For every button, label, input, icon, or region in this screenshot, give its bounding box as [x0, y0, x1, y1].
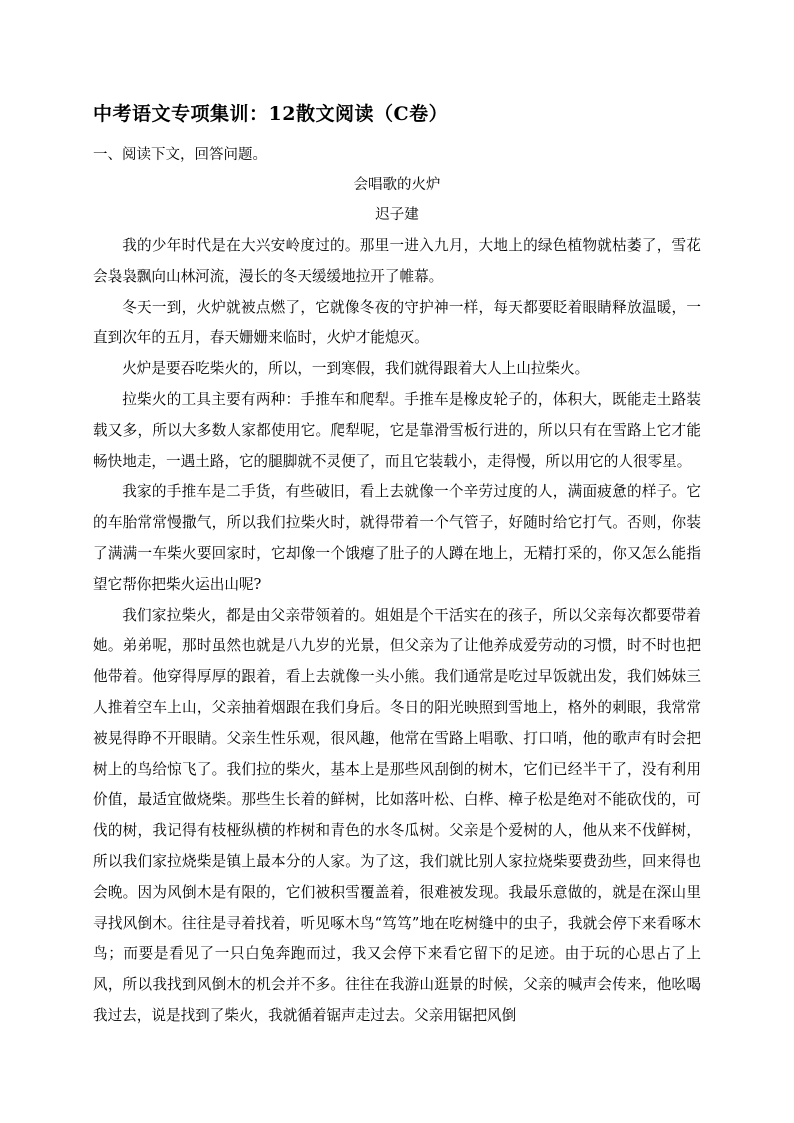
essay-paragraph: 我的少年时代是在大兴安岭度过的。那里一进入九月，大地上的绿色植物就枯萎了，雪花会袅袅飘向山林河流，漫长的冬天缓缓地拉开了帷幕。 [93, 237, 701, 285]
section-heading: 一、阅读下文，回答问题。 [93, 147, 267, 163]
essay-author: 迟子建 [375, 207, 419, 223]
essay-paragraph: 火炉是要吞吃柴火的，所以，一到寒假，我们就得跟着大人上山拉柴火。 [122, 360, 590, 378]
essay-paragraph: 冬天一到，火炉就被点燃了，它就像冬夜的守护神一样，每天都要眨着眼睛释放温暖，一直到次年的五月，春天姗姗来临时，火炉才能熄灭。 [93, 298, 701, 347]
essay-title: 会唱歌的火炉 [353, 177, 441, 193]
essay-paragraph: 我们家拉柴火，都是由父亲带领着的。姐姐是个干活实在的孩子，所以父亲每次都要带着她。弟弟呢，那时虽然也就是八九岁的光景，但父亲为了让他养成爱劳动的习惯，时不时也把他带着。他穿得厚厚的跟着，看上去就像一头小熊。我们通常是吃过早饭就出发，我们姊妹三人推着空车上山，父亲抽着烟跟在我们身后。冬日的阳光映照到雪地上，格外的刺眼，我常常被晃得睁不开眼睛。父亲生性乐观，很风趣，他常在雪路上唱歌、打口哨，他的歌声有时会把树上的鸟给惊飞了。我们拉的柴火，基本上是那些风刮倒的树木，它们已经半干了，没有利用价值，最适宜做烧柴。那些生长着的鲜树，比如落叶松、白桦、樟子松是绝对不能砍伐的，可伐的树，我记得有枝桠纵横的柞树和青色的水冬瓜树。父亲是个爱树的人，他从来不伐鲜树，所以我们家拉烧柴是镇上最本分的人家。为了这，我们就比别人家拉烧柴要费劲些，回来得也会晚。因为风倒木是有限的，它们被积雪覆盖着，很难被发现。我最乐意做的，就是在深山里寻找风倒木。往往是寻着找着，听见啄木鸟“笃笃”地在吃树缝中的虫子，我就会停下来看啄木鸟；而要是看见了一只白兔奔跑而过，我又会停下来看它留下的足迹。由于玩的心思占了上风，所以我找到风倒木的机会并不多。往往在我游山逛景的时候，父亲的喊声会传来，他吆喝我过去，说是找到了柴火，我就循着锯声走过去。父亲用锯把风倒 [93, 606, 701, 1024]
essay-body [93, 231, 701, 1032]
essay-paragraph: 拉柴火的工具主要有两种：手推车和爬犁。手推车是橡皮轮子的，体积大，既能走土路装载又多，所以大多数人家都使用它。爬犁呢，它是靠滑雪板行进的，所以只有在雪路上它才能畅快地走，一遇土路，它的腿脚就不灵便了，而且它装载小，走得慢，所以用它的人很零星。 [93, 390, 701, 470]
essay-paragraph: 我家的手推车是二手货，有些破旧，看上去就像一个辛劳过度的人，满面疲惫的样子。它的车胎常常慢撒气，所以我们拉柴火时，就得带着一个气管子，好随时给它打气。否则，你装了满满一车柴火要回家时，它却像一个饿瘪了肚子的人蹲在地上，无精打采的，你又怎么能指望它帮你把柴火运出山呢? [93, 483, 701, 593]
document-title: 中考语文专项集训：12散文阅读（C卷） [93, 103, 449, 125]
